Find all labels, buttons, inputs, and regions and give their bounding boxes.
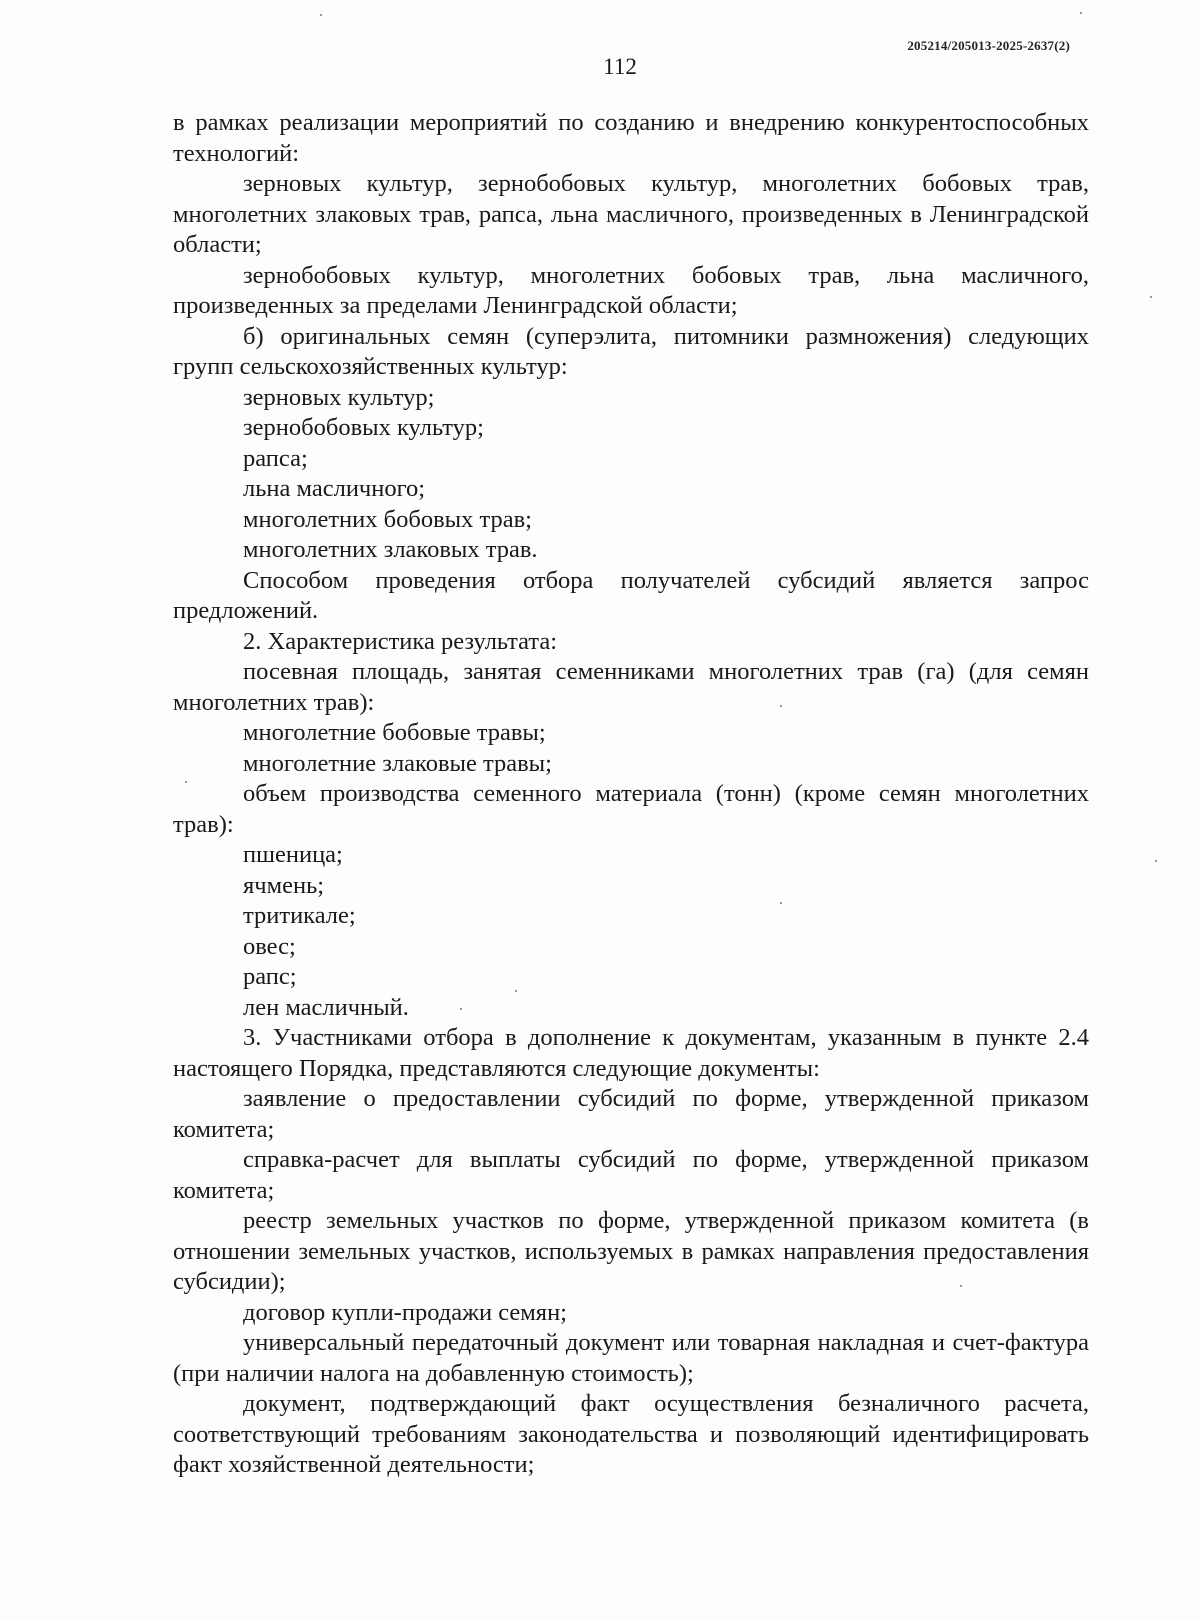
list-item: ячмень; <box>243 871 325 899</box>
paragraph: справка-расчет для выплаты субсидий по форме, утвержденной приказом комитета; <box>173 1146 1089 1204</box>
page-number: 112 <box>603 54 637 79</box>
paragraph: Способом проведения отбора получателей субсидий является запрос предложений. <box>173 566 1089 624</box>
list-item: многолетние злаковые травы; <box>243 749 552 777</box>
list-item: договор купли-продажи семян; <box>243 1298 567 1326</box>
list-item: рапс; <box>243 963 297 990</box>
list-item: рапса; <box>243 444 308 472</box>
list-item: многолетних злаковых трав. <box>243 536 538 563</box>
paragraph: зерновых культур, зернобобовых культур, многолетних бобовых трав, многолетних злаковых трав, рапса, льна масличного, произведенных в Ленинградской области; <box>173 170 1089 258</box>
list-item: зернобобовых культур; <box>243 414 484 441</box>
paragraph: посевная площадь, занятая семенниками многолетних трав (га) (для семян многолетних трав): <box>173 658 1089 716</box>
list-item: пшеница; <box>243 841 343 868</box>
document-id: 205214/205013-2025-2637(2) <box>907 38 1070 53</box>
paragraph: объем производства семенного материала (тонн) (кроме семян многолетних трав): <box>173 780 1089 838</box>
list-item: многолетних бобовых трав; <box>243 505 532 533</box>
document-body <box>173 108 1089 1481</box>
list-item: многолетние бобовые травы; <box>243 719 546 746</box>
list-item: лен масличный. <box>243 993 409 1021</box>
paragraph: реестр земельных участков по форме, утвержденной приказом комитета (в отношении земельных участков, используемых в рамках направления предоставления субсидии); <box>173 1207 1089 1295</box>
paragraph: 3. Участниками отбора в дополнение к документам, указанным в пункте 2.4 настоящего Порядка, представляются следующие документы: <box>173 1024 1089 1082</box>
list-item: зерновых культур; <box>243 383 435 411</box>
list-item: льна масличного; <box>243 475 426 502</box>
paragraph: зернобобовых культур, многолетних бобовых трав, льна масличного, произведенных за пределами Ленинградской области; <box>173 261 1089 319</box>
paragraph: документ, подтверждающий факт осуществления безналичного расчета, соответствующий требованиям законодательства и позволяющий идентифицировать факт хозяйственной деятельности; <box>173 1390 1089 1478</box>
paragraph: заявление о предоставлении субсидий по форме, утвержденной приказом комитета; <box>173 1085 1089 1143</box>
paragraph: в рамках реализации мероприятий по созданию и внедрению конкурентоспособных технологий: <box>173 109 1089 167</box>
paragraph: б) оригинальных семян (суперэлита, питомники размножения) следующих групп сельскохозяйственных культур: <box>173 322 1089 380</box>
list-item: тритикале; <box>243 902 356 929</box>
list-item: овес; <box>243 932 296 960</box>
paragraph: универсальный передаточный документ или товарная накладная и счет-фактура (при наличии налога на добавленную стоимость); <box>173 1329 1089 1387</box>
list-item: 2. Характеристика результата: <box>243 627 558 655</box>
